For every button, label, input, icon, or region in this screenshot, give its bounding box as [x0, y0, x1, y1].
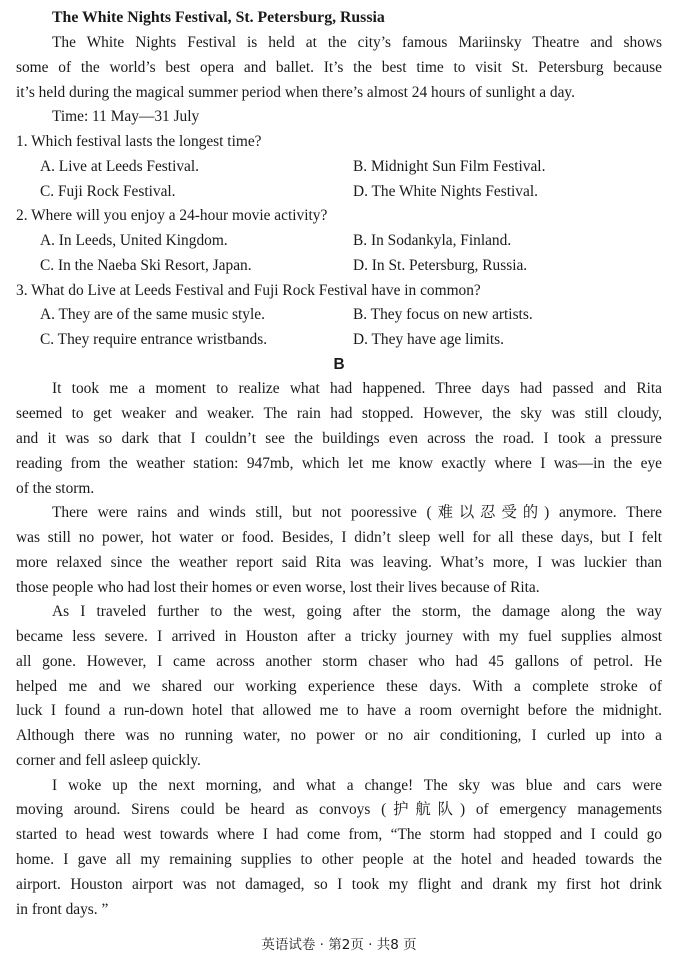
option-c[interactable]: C. Fuji Rock Festival. — [40, 183, 176, 200]
option-c[interactable]: C. They require entrance wristbands. — [40, 331, 268, 348]
passage-line: seemed to get weaker and weaker. The rain had stopped. However, the sky was still cloudy, — [16, 405, 662, 422]
option-a[interactable]: A. Live at Leeds Festival. — [40, 158, 199, 175]
option-a[interactable]: A. In Leeds, United Kingdom. — [40, 232, 228, 249]
passage-line: moving around. Sirens could be heard as convoys (护航队) of emergency managements — [16, 801, 662, 818]
passage-line: It took me a moment to realize what had happened. Three days had passed and Rita — [52, 380, 662, 397]
question-stem: 1. Which festival lasts the longest time? — [16, 133, 262, 150]
passage-line: Although there was no running water, no power or no air conditioning, I curled up into a — [16, 727, 662, 744]
option-b[interactable]: B. In Sodankyla, Finland. — [353, 232, 512, 249]
passage-line: and it was so dark that I couldn’t see the buildings even across the road. I took a pressure — [16, 430, 662, 447]
option-d[interactable]: D. They have age limits. — [353, 331, 505, 348]
passage-line: of the storm. — [16, 480, 95, 497]
passage-line: those people who had lost their homes or even worse, lost their lives because of Rita. — [16, 579, 540, 596]
option-d[interactable]: D. The White Nights Festival. — [353, 183, 538, 200]
passage-line: As I traveled further to the west, going after the storm, the damage along the way — [52, 603, 662, 620]
passage-line: all gone. However, I came across another storm chaser who had 45 gallons of petrol. He — [16, 653, 662, 670]
passage-line: started to head west towards where I had come from, “The storm had stopped and I could go — [16, 826, 662, 843]
passage-line: became less severe. I arrived in Houston after a tricky journey with my fuel supplies almost — [16, 628, 662, 645]
passage-line: helped me and we shared our working experience these days. With a complete stroke of — [16, 678, 662, 695]
passage-line: airport. Houston airport was not damaged, so I took my flight and drank my first hot drink — [16, 876, 662, 893]
option-b[interactable]: B. They focus on new artists. — [353, 306, 533, 323]
passage-line: it’s held during the magical summer period when there’s almost 24 hours of sunlight a day. — [16, 84, 575, 101]
option-d[interactable]: D. In St. Petersburg, Russia. — [353, 257, 528, 274]
question-stem: 2. Where will you enjoy a 24-hour movie activity? — [16, 207, 328, 224]
passage-line: was still no power, hot water or food. Besides, I didn’t sleep well for all these days, but I felt — [16, 529, 662, 546]
passage-line: reading from the weather station: 947mb, which let me know exactly where I was—in the eye — [16, 455, 662, 472]
page-footer: 英语试卷 · 第2页 · 共8 页 — [261, 937, 417, 953]
passage-heading: The White Nights Festival, St. Petersburg, Russia — [52, 9, 385, 26]
section-label: B — [333, 356, 345, 373]
passage-line: in front days. ” — [16, 901, 109, 918]
option-a[interactable]: A. They are of the same music style. — [40, 306, 265, 323]
passage-line: There were rains and winds still, but not pooressive (难以忍受的) anymore. There — [52, 504, 662, 521]
passage-line: The White Nights Festival is held at the city’s famous Mariinsky Theatre and shows — [52, 34, 662, 51]
passage-line: more relaxed since the weather report said Rita was leaving. What’s more, I was luckier than — [16, 554, 662, 571]
passage-line: corner and fell asleep quickly. — [16, 752, 201, 769]
option-b[interactable]: B. Midnight Sun Film Festival. — [353, 158, 546, 175]
question-stem: 3. What do Live at Leeds Festival and Fuji Rock Festival have in common? — [16, 282, 481, 299]
passage-line: home. I gave all my remaining supplies to other people at the hotel and headed towards the — [16, 851, 662, 868]
festival-time: Time: 11 May—31 July — [52, 108, 200, 125]
passage-line: luck I found a run-down hotel that allowed me to have a room overnight before the midnight. — [16, 702, 662, 719]
passage-line: some of the world’s best opera and ballet. It’s the best time to visit St. Petersburg because — [16, 59, 662, 76]
passage-line: I woke up the next morning, and what a change! The sky was blue and cars were — [52, 777, 662, 794]
option-c[interactable]: C. In the Naeba Ski Resort, Japan. — [40, 257, 252, 274]
